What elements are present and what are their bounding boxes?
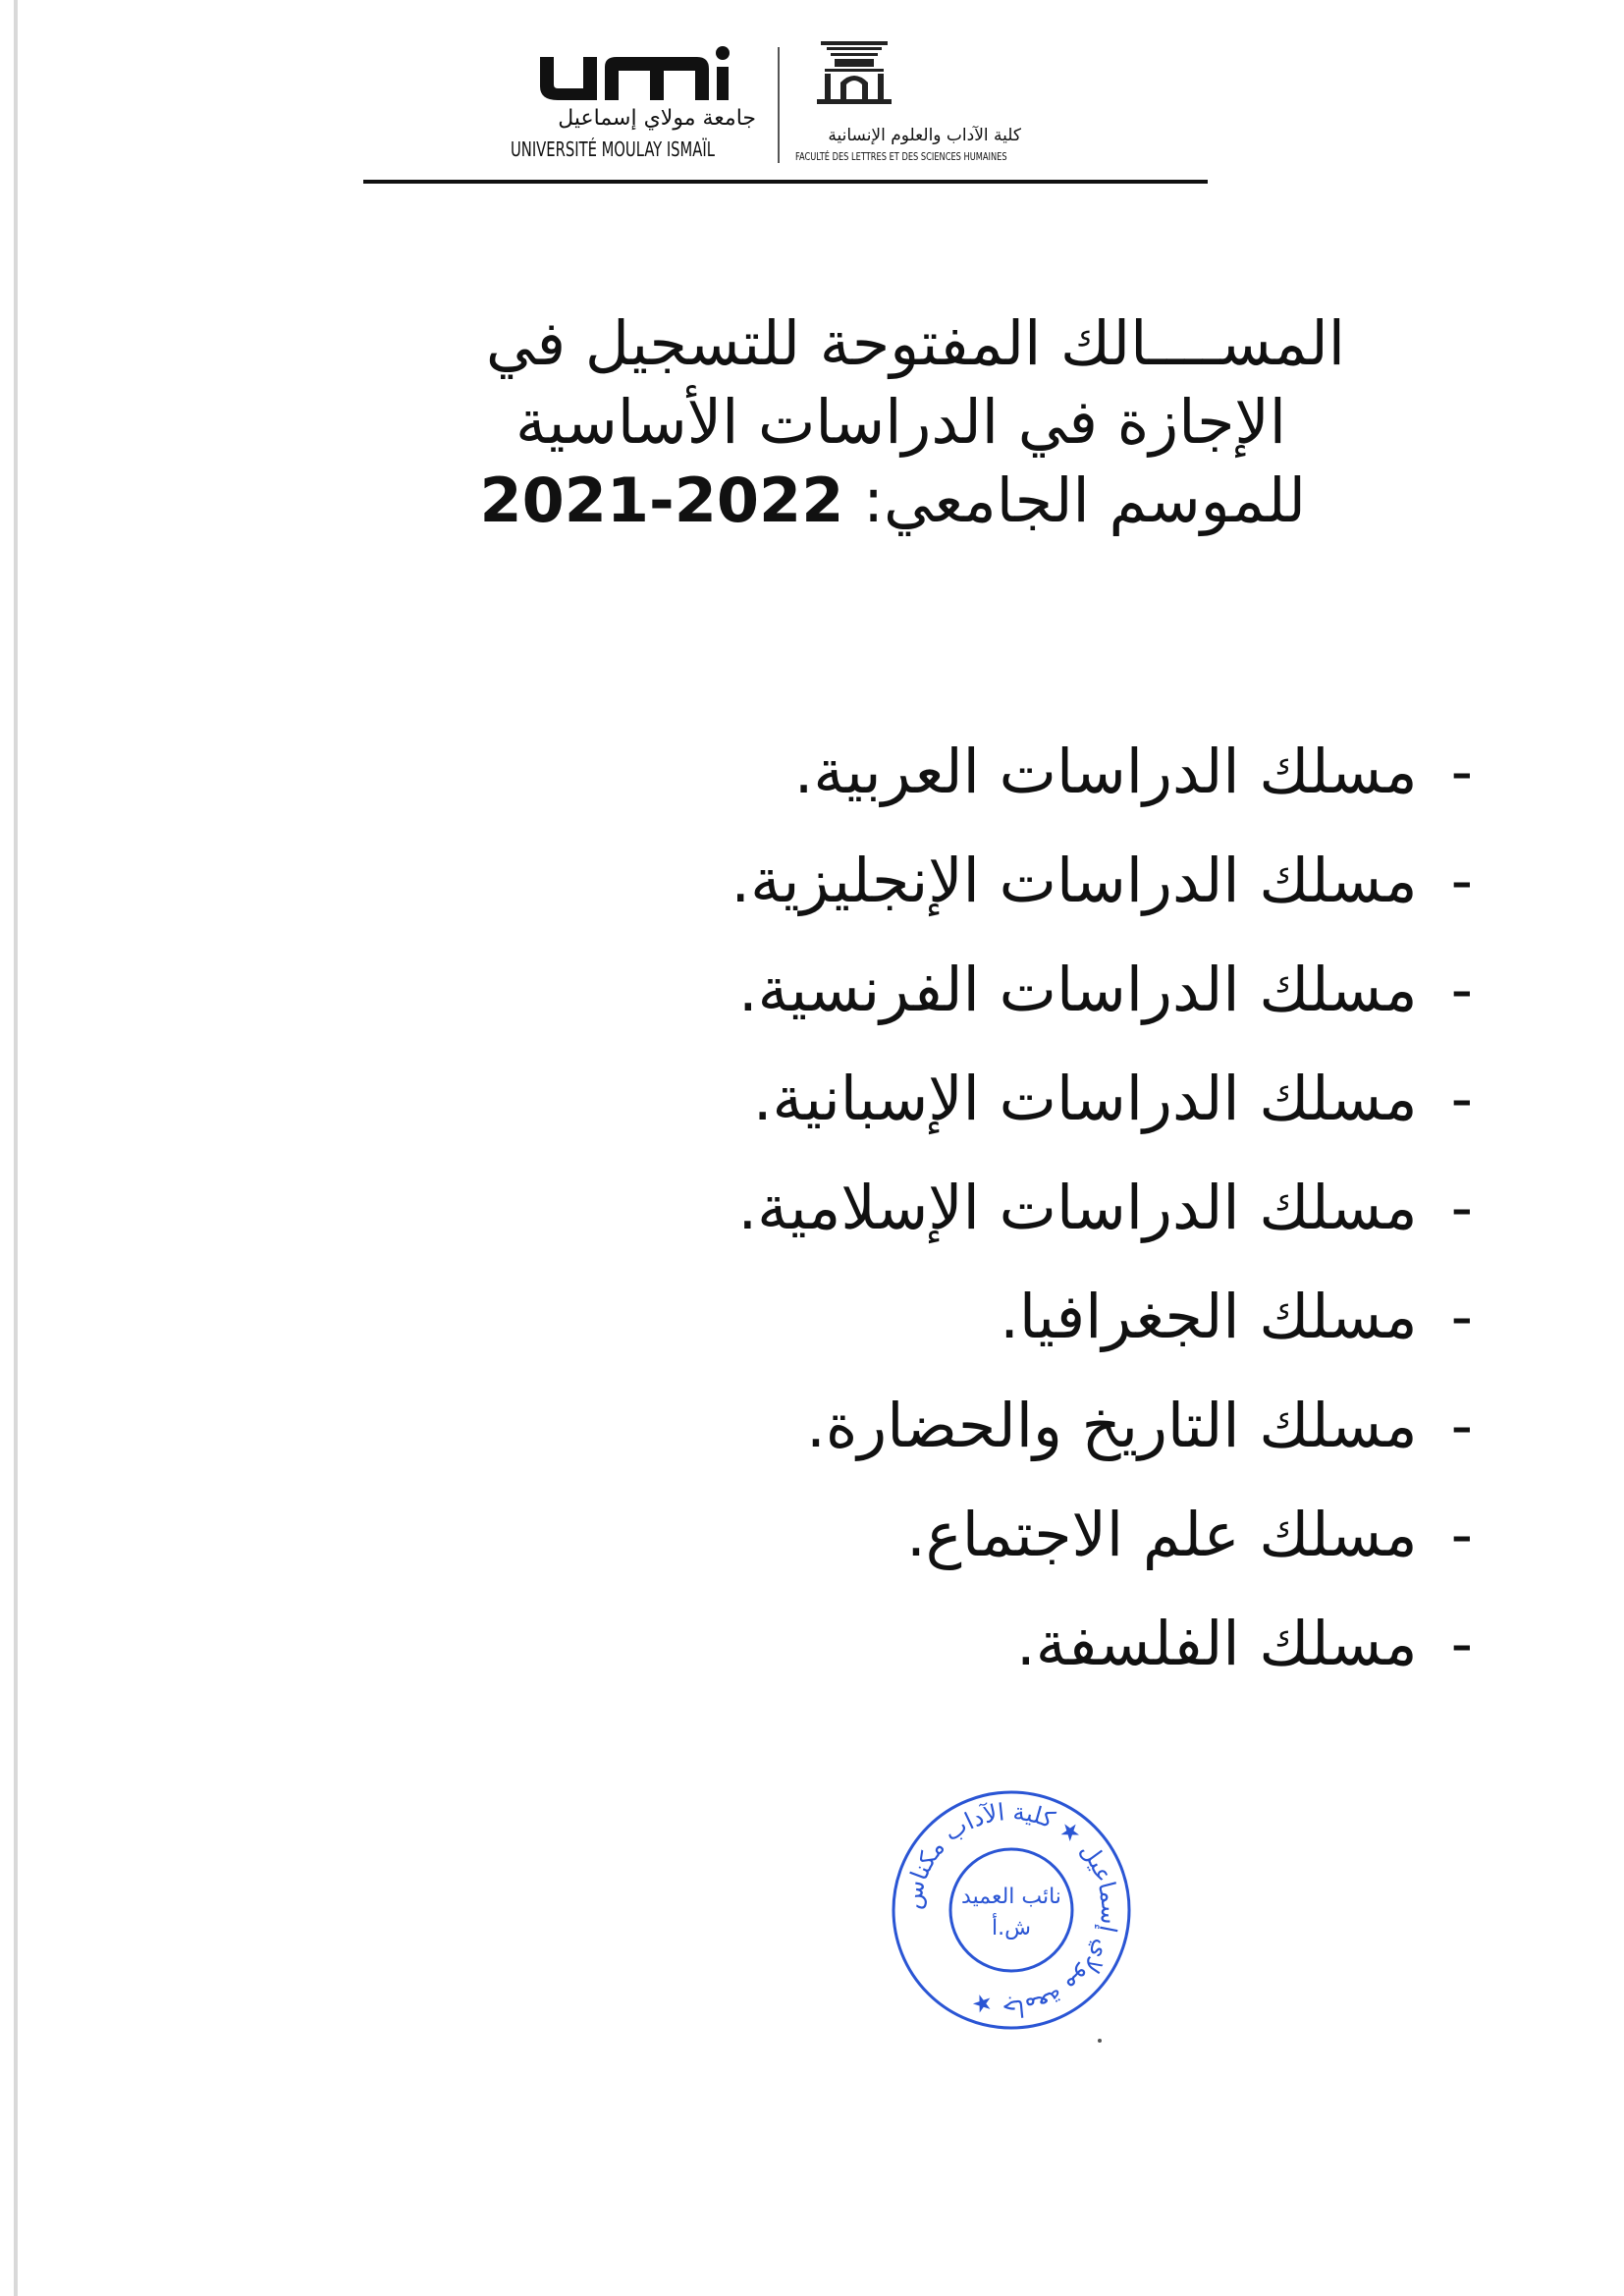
stamp-ring-text: جامعة مولاي إسماعيل ★ كلية الآداب مكناس ★ xyxy=(898,1797,1124,2023)
academic-year: 2021-2022 xyxy=(479,465,844,536)
list-item xyxy=(491,1371,1473,1480)
page-title xyxy=(373,304,1345,540)
title-season-label: للموسم الجامعي: xyxy=(863,465,1306,536)
umi-logo-mark-icon xyxy=(511,39,746,108)
list-bullet: - xyxy=(1450,736,1473,807)
university-name-fr: UNIVERSITÉ MOULAY ISMAÏL xyxy=(511,137,715,161)
program-label: مسلك الدراسات الإسلامية. xyxy=(737,1172,1418,1243)
stamp-outer-ring xyxy=(893,1792,1129,2028)
list-bullet: - xyxy=(1450,1063,1473,1134)
list-item xyxy=(491,1480,1473,1589)
faculty-gate-icon xyxy=(815,39,893,118)
list-item xyxy=(491,935,1473,1044)
header-rule xyxy=(363,180,1208,184)
list-item xyxy=(491,826,1473,935)
stamp-inner-ring xyxy=(950,1849,1072,1971)
list-bullet: - xyxy=(1450,1499,1473,1570)
list-bullet: - xyxy=(1450,1390,1473,1461)
title-line-1: المســــالك المفتوحة للتسجيل في xyxy=(485,307,1345,379)
list-item xyxy=(491,1262,1473,1371)
program-label: مسلك التاريخ والحضارة. xyxy=(806,1390,1418,1461)
program-list xyxy=(491,717,1473,1698)
program-label: مسلك الدراسات العربية. xyxy=(793,736,1418,807)
faculty-logo xyxy=(795,39,1070,182)
program-label: مسلك الدراسات الفرنسية. xyxy=(737,954,1418,1025)
stamp-center-initials: ش.أ xyxy=(992,1916,1031,1941)
program-label: مسلك الفلسفة. xyxy=(1015,1608,1418,1679)
header-divider xyxy=(778,47,780,163)
title-line-2: الإجازة في الدراسات الأساسية xyxy=(514,386,1286,458)
letterhead xyxy=(363,29,1208,187)
list-item xyxy=(491,717,1473,826)
scan-speck xyxy=(1098,2039,1102,2043)
title-line-3 xyxy=(373,462,1345,540)
umi-logo xyxy=(511,39,756,182)
list-bullet: - xyxy=(1450,1172,1473,1243)
university-name-ar: جامعة مولاي إسماعيل xyxy=(558,106,756,131)
program-label: مسلك الدراسات الإنجليزية. xyxy=(731,845,1418,916)
list-item xyxy=(491,1589,1473,1698)
program-label: مسلك علم الاجتماع. xyxy=(906,1499,1418,1570)
list-bullet: - xyxy=(1450,1281,1473,1352)
list-bullet: - xyxy=(1450,954,1473,1025)
scan-edge xyxy=(14,0,18,2296)
list-item xyxy=(491,1153,1473,1262)
faculty-name-ar: كلية الآداب والعلوم الإنسانية xyxy=(828,126,1021,145)
program-label: مسلك الجغرافيا. xyxy=(1000,1281,1418,1352)
program-label: مسلك الدراسات الإسبانية. xyxy=(752,1063,1418,1134)
list-bullet: - xyxy=(1450,845,1473,916)
official-stamp xyxy=(889,1787,1134,2033)
list-item xyxy=(491,1044,1473,1153)
stamp-center-title: نائب العميد xyxy=(961,1885,1061,1909)
faculty-name-fr: FACULTÉ DES LETTRES ET DES SCIENCES HUMAINES xyxy=(795,150,1007,163)
list-bullet: - xyxy=(1450,1608,1473,1679)
